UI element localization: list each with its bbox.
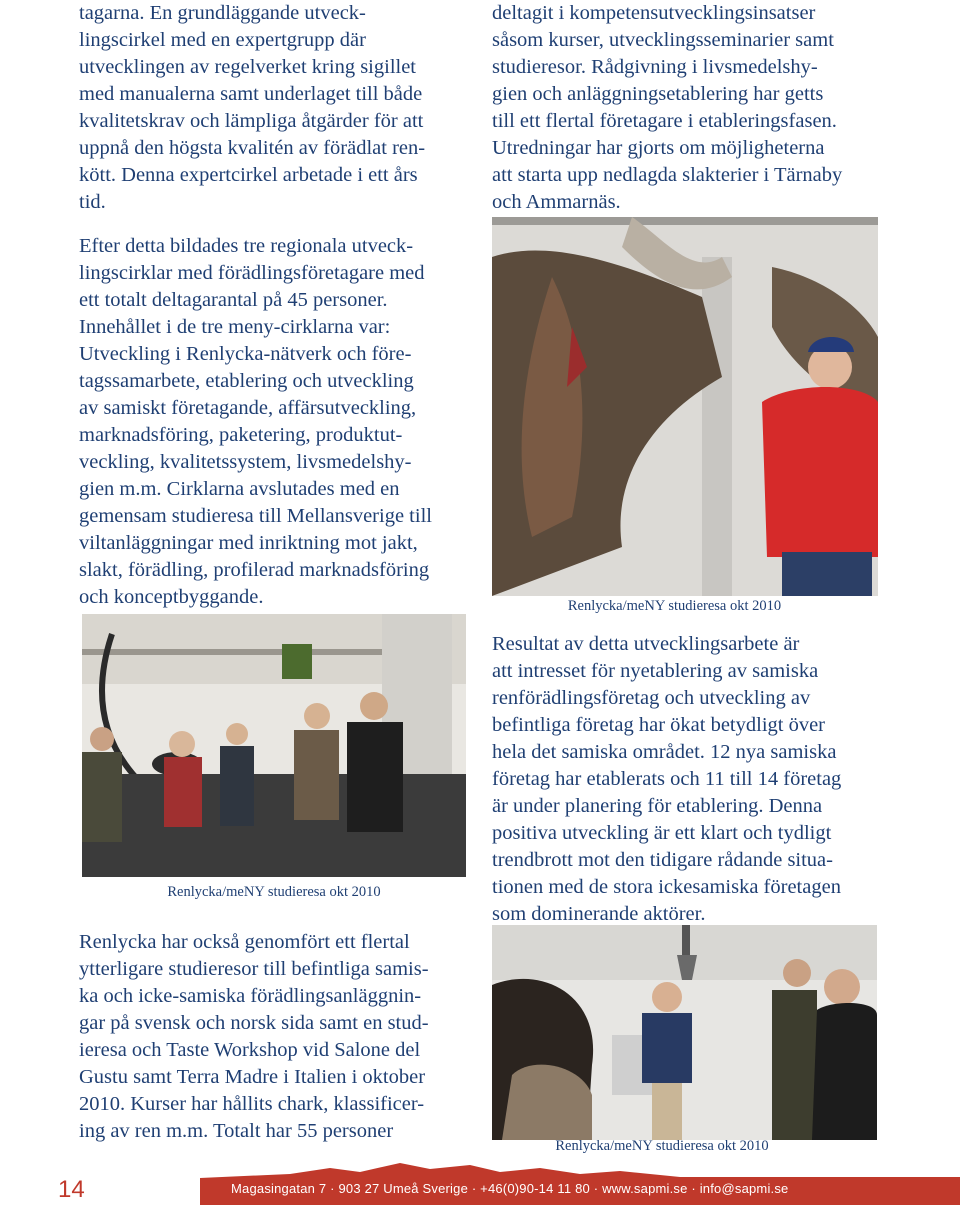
right-photo-1-caption: Renlycka/meNY studieresa okt 2010 <box>567 598 782 614</box>
right-paragraph-2: Resultat av detta utvecklingsarbete är att intresset för nyetablering av samiska renförädlingsföretag och utveckling av befintliga företag har ökat betydligt över hela det samiska området. 12 nya samiska företag har etablerats och 11 till 14 företag är under planering för etablering. Denna positiva utveckling är ett klart och tydligt trendbrott mot den tidigare rådande situa- tionen med de stora ickesamiska företagen som dominerande aktörer. <box>492 633 842 925</box>
left-photo-caption: Renlycka/meNY studieresa okt 2010 <box>167 884 381 900</box>
reindeer-carcass-photo <box>492 217 878 596</box>
page-number: 14 <box>58 1176 85 1203</box>
study-trip-group-photo <box>82 614 466 877</box>
right-photo-2-caption: Renlycka/meNY studieresa okt 2010 <box>555 1138 769 1154</box>
right-paragraph-1: deltagit i kompetensutvecklingsinsatser såsom kurser, utvecklingsseminarier samt studieresor. Rådgivning i livsmedelshy- gien och anläggningsetablering har getts till ett flertal företagare i etableringsfasen. Utredningar har gjorts om möjligheterna att starta upp nedlagda slakterier i Tärnaby och Ammarnäs. <box>492 2 843 213</box>
left-paragraph-3: Renlycka har också genomfört ett flertal ytterligare studieresor till befintliga samis- ka och icke-samiska förädlingsanläggnin- gar på svensk och norsk sida samt en stud- ieresa och Taste Workshop vid Salone del Gustu samt Terra Madre i Italien i oktober 2010. Kurser har hållits chark, klassificer- ing av ren m.m. Totalt har 55 personer <box>79 931 429 1142</box>
left-paragraph-1: tagarna. En grundläggande utveck- lingscirkel med en expertgrupp där utvecklingen av regelverket kring sigillet med manualerna samt underlaget till både kvalitetskrav och lämpliga åtgärder för att uppnå den högsta kvalitén av förädlat ren- kött. Denna expertcirkel arbetade i ett års tid. <box>79 2 426 213</box>
group-photo-illustration <box>82 614 466 877</box>
workshop-tour-photo <box>492 925 877 1140</box>
workshop-photo-illustration <box>492 925 877 1140</box>
footer-contact-info: Magasingatan 7 · 903 27 Umeå Sverige · +46(0)90-14 11 80 · www.sapmi.se · info@sapmi.se <box>231 1181 789 1196</box>
reindeer-photo-illustration <box>492 217 878 596</box>
left-paragraph-2: Efter detta bildades tre regionala utveck- lingscirklar med förädlingsföretagare med ett totalt deltagarantal på 45 personer. Innehållet i de tre meny-cirklarna var: Utveckling i Renlycka-nätverk och före- tagssamarbete, etablering och utveckling av samiskt företagande, affärsutveckling, marknadsföring, paketering, produktut- veckling, kvalitetssystem, livsmedelshy- gien m.m. Cirklarna avslutades med en gemensam studieresa till Mellansverige till viltanläggningar med inriktning mot jakt, slakt, förädling, profilerad marknadsföring och konceptbyggande. <box>79 235 432 608</box>
